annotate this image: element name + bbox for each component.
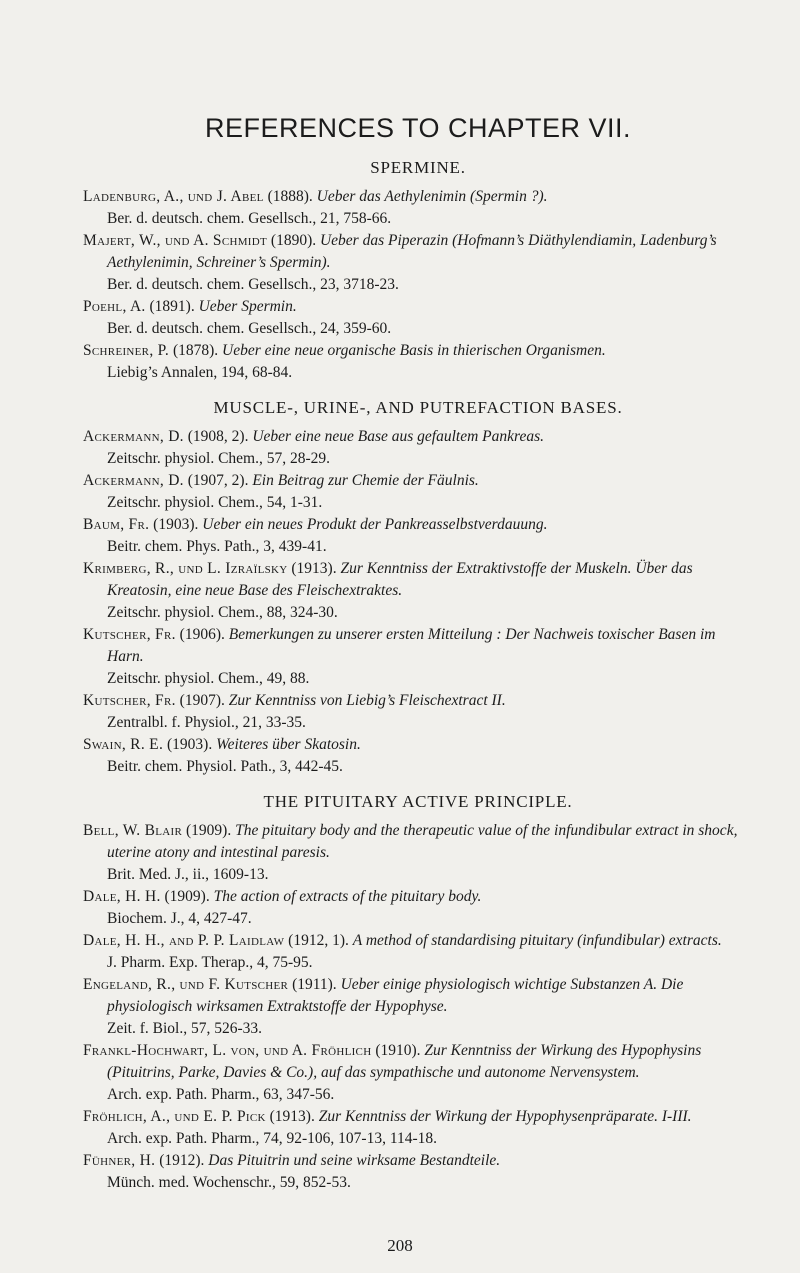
reference-year: (1906). xyxy=(179,626,225,643)
reference-author: Bell, W. Blair xyxy=(83,822,183,839)
reference-entry xyxy=(83,296,753,340)
reference-journal: Zentralbl. f. Physiol., 21, 33-35. xyxy=(107,714,306,731)
reference-journal: Arch. exp. Path. Pharm., 63, 347-56. xyxy=(107,1086,335,1103)
reference-author: Poehl, A. xyxy=(83,298,146,315)
reference-entry xyxy=(83,514,753,558)
reference-journal: Zeitschr. physiol. Chem., 49, 88. xyxy=(107,670,310,687)
reference-author: Fühner, H. xyxy=(83,1152,156,1169)
reference-author: Ladenburg, A., und J. Abel xyxy=(83,188,264,205)
reference-title: Zur Kenntniss von Liebig’s Fleischextract II. xyxy=(228,692,506,709)
reference-author: Engeland, R., und F. Kutscher xyxy=(83,976,289,993)
reference-entry xyxy=(83,230,753,296)
reference-journal: Beitr. chem. Phys. Path., 3, 439-41. xyxy=(107,538,327,555)
section-heading: MUSCLE-, URINE-, AND PUTREFACTION BASES. xyxy=(213,398,623,417)
reference-journal: Zeit. f. Biol., 57, 526-33. xyxy=(107,1020,262,1037)
reference-author: Kutscher, Fr. xyxy=(83,692,176,709)
sections-container xyxy=(83,158,753,1194)
reference-year: (1913). xyxy=(269,1108,315,1125)
chapter-title: REFERENCES TO CHAPTER VII. xyxy=(204,113,632,143)
reference-year: (1888). xyxy=(267,188,313,205)
page-number: 208 xyxy=(387,1236,413,1255)
reference-author: Kutscher, Fr. xyxy=(83,626,176,643)
reference-title: Ueber eine neue Base aus gefaultem Pankreas. xyxy=(252,428,545,445)
reference-author: Majert, W., und A. Schmidt xyxy=(83,232,268,249)
reference-journal: Zeitschr. physiol. Chem., 57, 28-29. xyxy=(107,450,331,467)
reference-journal: Ber. d. deutsch. chem. Gesellsch., 23, 3718-23. xyxy=(107,276,399,293)
reference-entry xyxy=(83,624,753,690)
reference-title: Ueber eine neue organische Basis in thierischen Organismen. xyxy=(222,342,606,359)
reference-entry xyxy=(83,1040,753,1106)
reference-author: Ackermann, D. xyxy=(83,428,184,445)
reference-title: A method of standardising pituitary (infundibular) extracts. xyxy=(352,932,722,949)
reference-entry xyxy=(83,734,753,778)
reference-author: Frankl-Hochwart, L. von, und A. Fröhlich xyxy=(83,1042,372,1059)
reference-author: Fröhlich, A., und E. P. Pick xyxy=(83,1108,266,1125)
reference-title: Zur Kenntniss der Wirkung der Hypophysenpräparate. I-III. xyxy=(318,1108,692,1125)
reference-year: (1878). xyxy=(172,342,219,359)
reference-entry xyxy=(83,690,753,734)
reference-year: (1903). xyxy=(167,736,213,753)
reference-title: Zur Kenntniss der Extraktivstoffe der Muskeln. Über das Kreatosin, eine neue Base des Fleischextraktes. xyxy=(107,560,693,599)
reference-journal: Ber. d. deutsch. chem. Gesellsch., 24, 359-60. xyxy=(107,320,392,337)
reference-title: Bemerkungen zu unserer ersten Mitteilung : Der Nachweis toxischer Basen im Harn. xyxy=(107,626,716,665)
reference-journal: Münch. med. Wochenschr., 59, 852-53. xyxy=(107,1174,351,1191)
reference-journal: Zeitschr. physiol. Chem., 88, 324-30. xyxy=(107,604,338,621)
reference-year: (1907, 2). xyxy=(187,472,249,489)
reference-section xyxy=(83,398,753,778)
reference-entry xyxy=(83,930,753,974)
reference-title: Ein Beitrag zur Chemie der Fäulnis. xyxy=(252,472,479,489)
reference-year: (1890). xyxy=(270,232,317,249)
reference-author: Dale, H. H., and P. P. Laidlaw xyxy=(83,932,285,949)
section-heading: SPERMINE. xyxy=(370,158,466,177)
reference-author: Baum, Fr. xyxy=(83,516,150,533)
reference-journal: Beitr. chem. Physiol. Path., 3, 442-45. xyxy=(107,758,343,775)
reference-title: Ueber ein neues Produkt der Pankreasselbstverdauung. xyxy=(202,516,548,533)
reference-title: Zur Kenntniss der Wirkung des Hypophysins (Pituitrins, Parke, Davies & Co.), auf das sympathische und autonome Nervensystem. xyxy=(107,1042,702,1081)
reference-journal: Ber. d. deutsch. chem. Gesellsch., 21, 758-66. xyxy=(107,210,392,227)
references-page xyxy=(83,113,753,1208)
reference-entry xyxy=(83,974,753,1040)
reference-year: (1911). xyxy=(292,976,337,993)
reference-journal: J. Pharm. Exp. Therap., 4, 75-95. xyxy=(107,954,313,971)
reference-author: Krimberg, R., und L. Izraïlsky xyxy=(83,560,288,577)
reference-entry xyxy=(83,186,753,230)
reference-entry xyxy=(83,340,753,384)
reference-journal: Brit. Med. J., ii., 1609-13. xyxy=(107,866,269,883)
reference-title: The pituitary body and the therapeutic value of the infundibular extract in shock, uterine atony and intestinal paresis. xyxy=(107,822,738,861)
reference-year: (1907). xyxy=(179,692,225,709)
reference-title: Das Pituitrin und seine wirksame Bestandteile. xyxy=(208,1152,501,1169)
reference-year: (1891). xyxy=(149,298,195,315)
reference-year: (1903). xyxy=(153,516,199,533)
reference-title: Ueber das Aethylenimin (Spermin ?). xyxy=(316,188,548,205)
reference-author: Schreiner, P. xyxy=(83,342,170,359)
reference-journal: Biochem. J., 4, 427-47. xyxy=(107,910,252,927)
reference-entry xyxy=(83,886,753,930)
reference-title: Ueber einige physiologisch wichtige Substanzen A. Die physiologisch wirksamen Extraktstoffe der Hypophyse. xyxy=(107,976,684,1015)
reference-year: (1913). xyxy=(291,560,337,577)
reference-year: (1908, 2). xyxy=(187,428,249,445)
reference-entry xyxy=(83,1150,753,1194)
reference-year: (1912). xyxy=(159,1152,205,1169)
reference-title: Ueber das Piperazin (Hofmann’s Diäthylendiamin, Ladenburg’s Aethylenimin, Schreiner’s Spermin). xyxy=(107,232,717,271)
section-heading: THE PITUITARY ACTIVE PRINCIPLE. xyxy=(263,792,573,811)
reference-journal: Liebig’s Annalen, 194, 68-84. xyxy=(107,364,293,381)
reference-year: (1909). xyxy=(164,888,210,905)
reference-entry xyxy=(83,426,753,470)
reference-author: Swain, R. E. xyxy=(83,736,164,753)
reference-entry xyxy=(83,558,753,624)
reference-journal: Zeitschr. physiol. Chem., 54, 1-31. xyxy=(107,494,323,511)
reference-year: (1909). xyxy=(186,822,232,839)
reference-entry xyxy=(83,820,753,886)
reference-author: Ackermann, D. xyxy=(83,472,184,489)
reference-section xyxy=(83,792,753,1194)
reference-year: (1910). xyxy=(375,1042,421,1059)
reference-journal: Arch. exp. Path. Pharm., 74, 92-106, 107-13, 114-18. xyxy=(107,1130,438,1147)
reference-section xyxy=(83,158,753,384)
reference-title: The action of extracts of the pituitary body. xyxy=(213,888,482,905)
reference-title: Ueber Spermin. xyxy=(198,298,297,315)
reference-entry xyxy=(83,1106,753,1150)
reference-year: (1912, 1). xyxy=(288,932,349,949)
reference-entry xyxy=(83,470,753,514)
reference-author: Dale, H. H. xyxy=(83,888,161,905)
reference-title: Weiteres über Skatosin. xyxy=(216,736,361,753)
